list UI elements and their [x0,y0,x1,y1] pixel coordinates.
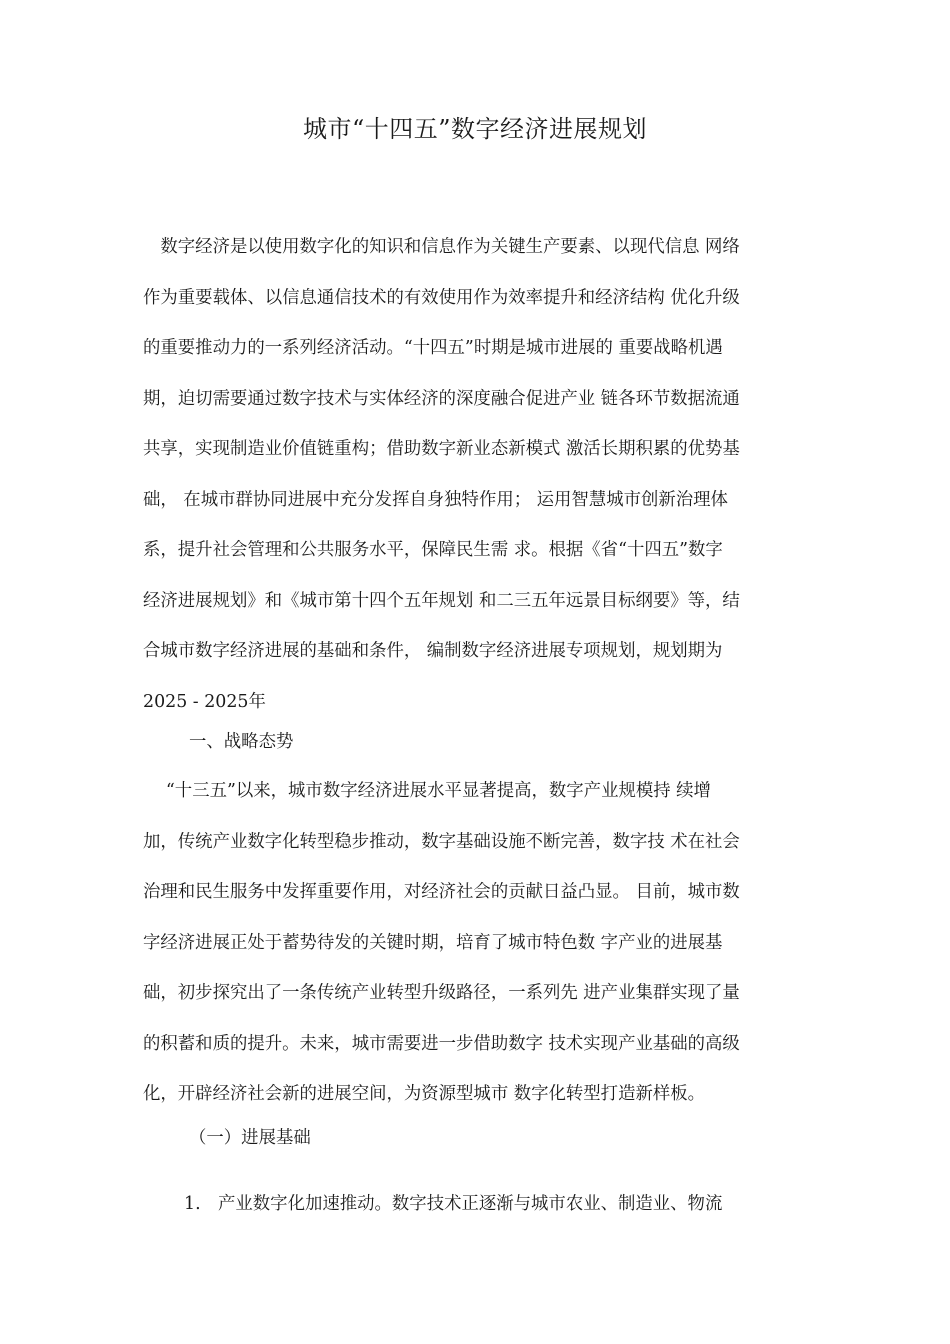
paragraph-line: 作为重要载体、以信息通信技术的有效使用作为效率提升和经济结构 优化升级 [143,287,740,308]
paragraph-line: 2025 - 2025年 [143,691,266,712]
section-heading-strategy: 一、战略态势 [189,732,294,752]
paragraph-line: 经济进展规划》和《城市第十四个五年规划 和二三五年远景目标纲要》等，结 [143,590,740,611]
paragraph-line: 系，提升社会管理和公共服务水平，保障民生需 求。根据《省“十四五”数字 [143,540,723,560]
strategy-paragraph [143,766,819,1120]
list-item [184,1190,722,1218]
list-item-text: 产业数字化加速推动。数字技术正逐渐与城市农业、制造业、物流 [218,1194,723,1214]
paragraph-line: 的重要推动力的一系列经济活动。“十四五”时期是城市进展的 重要战略机遇 [143,338,723,358]
paragraph-line: 化，开辟经济社会新的进展空间，为资源型城市 数字化转型打造新样板。 [143,1084,706,1104]
paragraph-line: 治理和民生服务中发挥重要作用，对经济社会的贡献日益凸显。 目前，城市数 [143,882,740,902]
document-title: 城市“十四五”数字经济进展规划 [302,115,648,143]
paragraph-line: 加，传统产业数字化转型稳步推动，数字基础设施不断完善，数字技 术在社会 [143,831,740,852]
paragraph-line: “十三五”以来，城市数字经济进展水平显著提高，数字产业规模持 续增 [143,781,711,801]
paragraph-line: 础， 在城市群协同进展中充分发挥自身独特作用； 运用智慧城市创新治理体 [143,489,728,510]
paragraph-line: 的积蓄和质的提升。未来，城市需要进一步借助数字 技术实现产业基础的高级 [143,1033,740,1054]
subsection-heading-foundation: （一）进展基础 [189,1128,311,1148]
paragraph-line: 础，初步探究出了一条传统产业转型升级路径，一系列先 进产业集群实现了量 [143,983,740,1003]
paragraph-line: 数字经济是以使用数字化的知识和信息作为关键生产要素、以现代信息 网络 [143,237,740,257]
paragraph-line: 共享，实现制造业价值链重构；借助数字新业态新模式 激活长期积累的优势基 [143,439,740,459]
paragraph-line: 期，迫切需要通过数字技术与实体经济的深度融合促进产业 链各环节数据流通 [143,388,740,409]
paragraph-line: 字经济进展正处于蓄势待发的关键时期，培育了城市特色数 字产业的进展基 [143,932,723,953]
paragraph-line: 合城市数字经济进展的基础和条件， 编制数字经济进展专项规划，规划期为 [143,641,723,661]
list-item-number: 1. [184,1194,201,1214]
intro-paragraph [143,222,819,727]
